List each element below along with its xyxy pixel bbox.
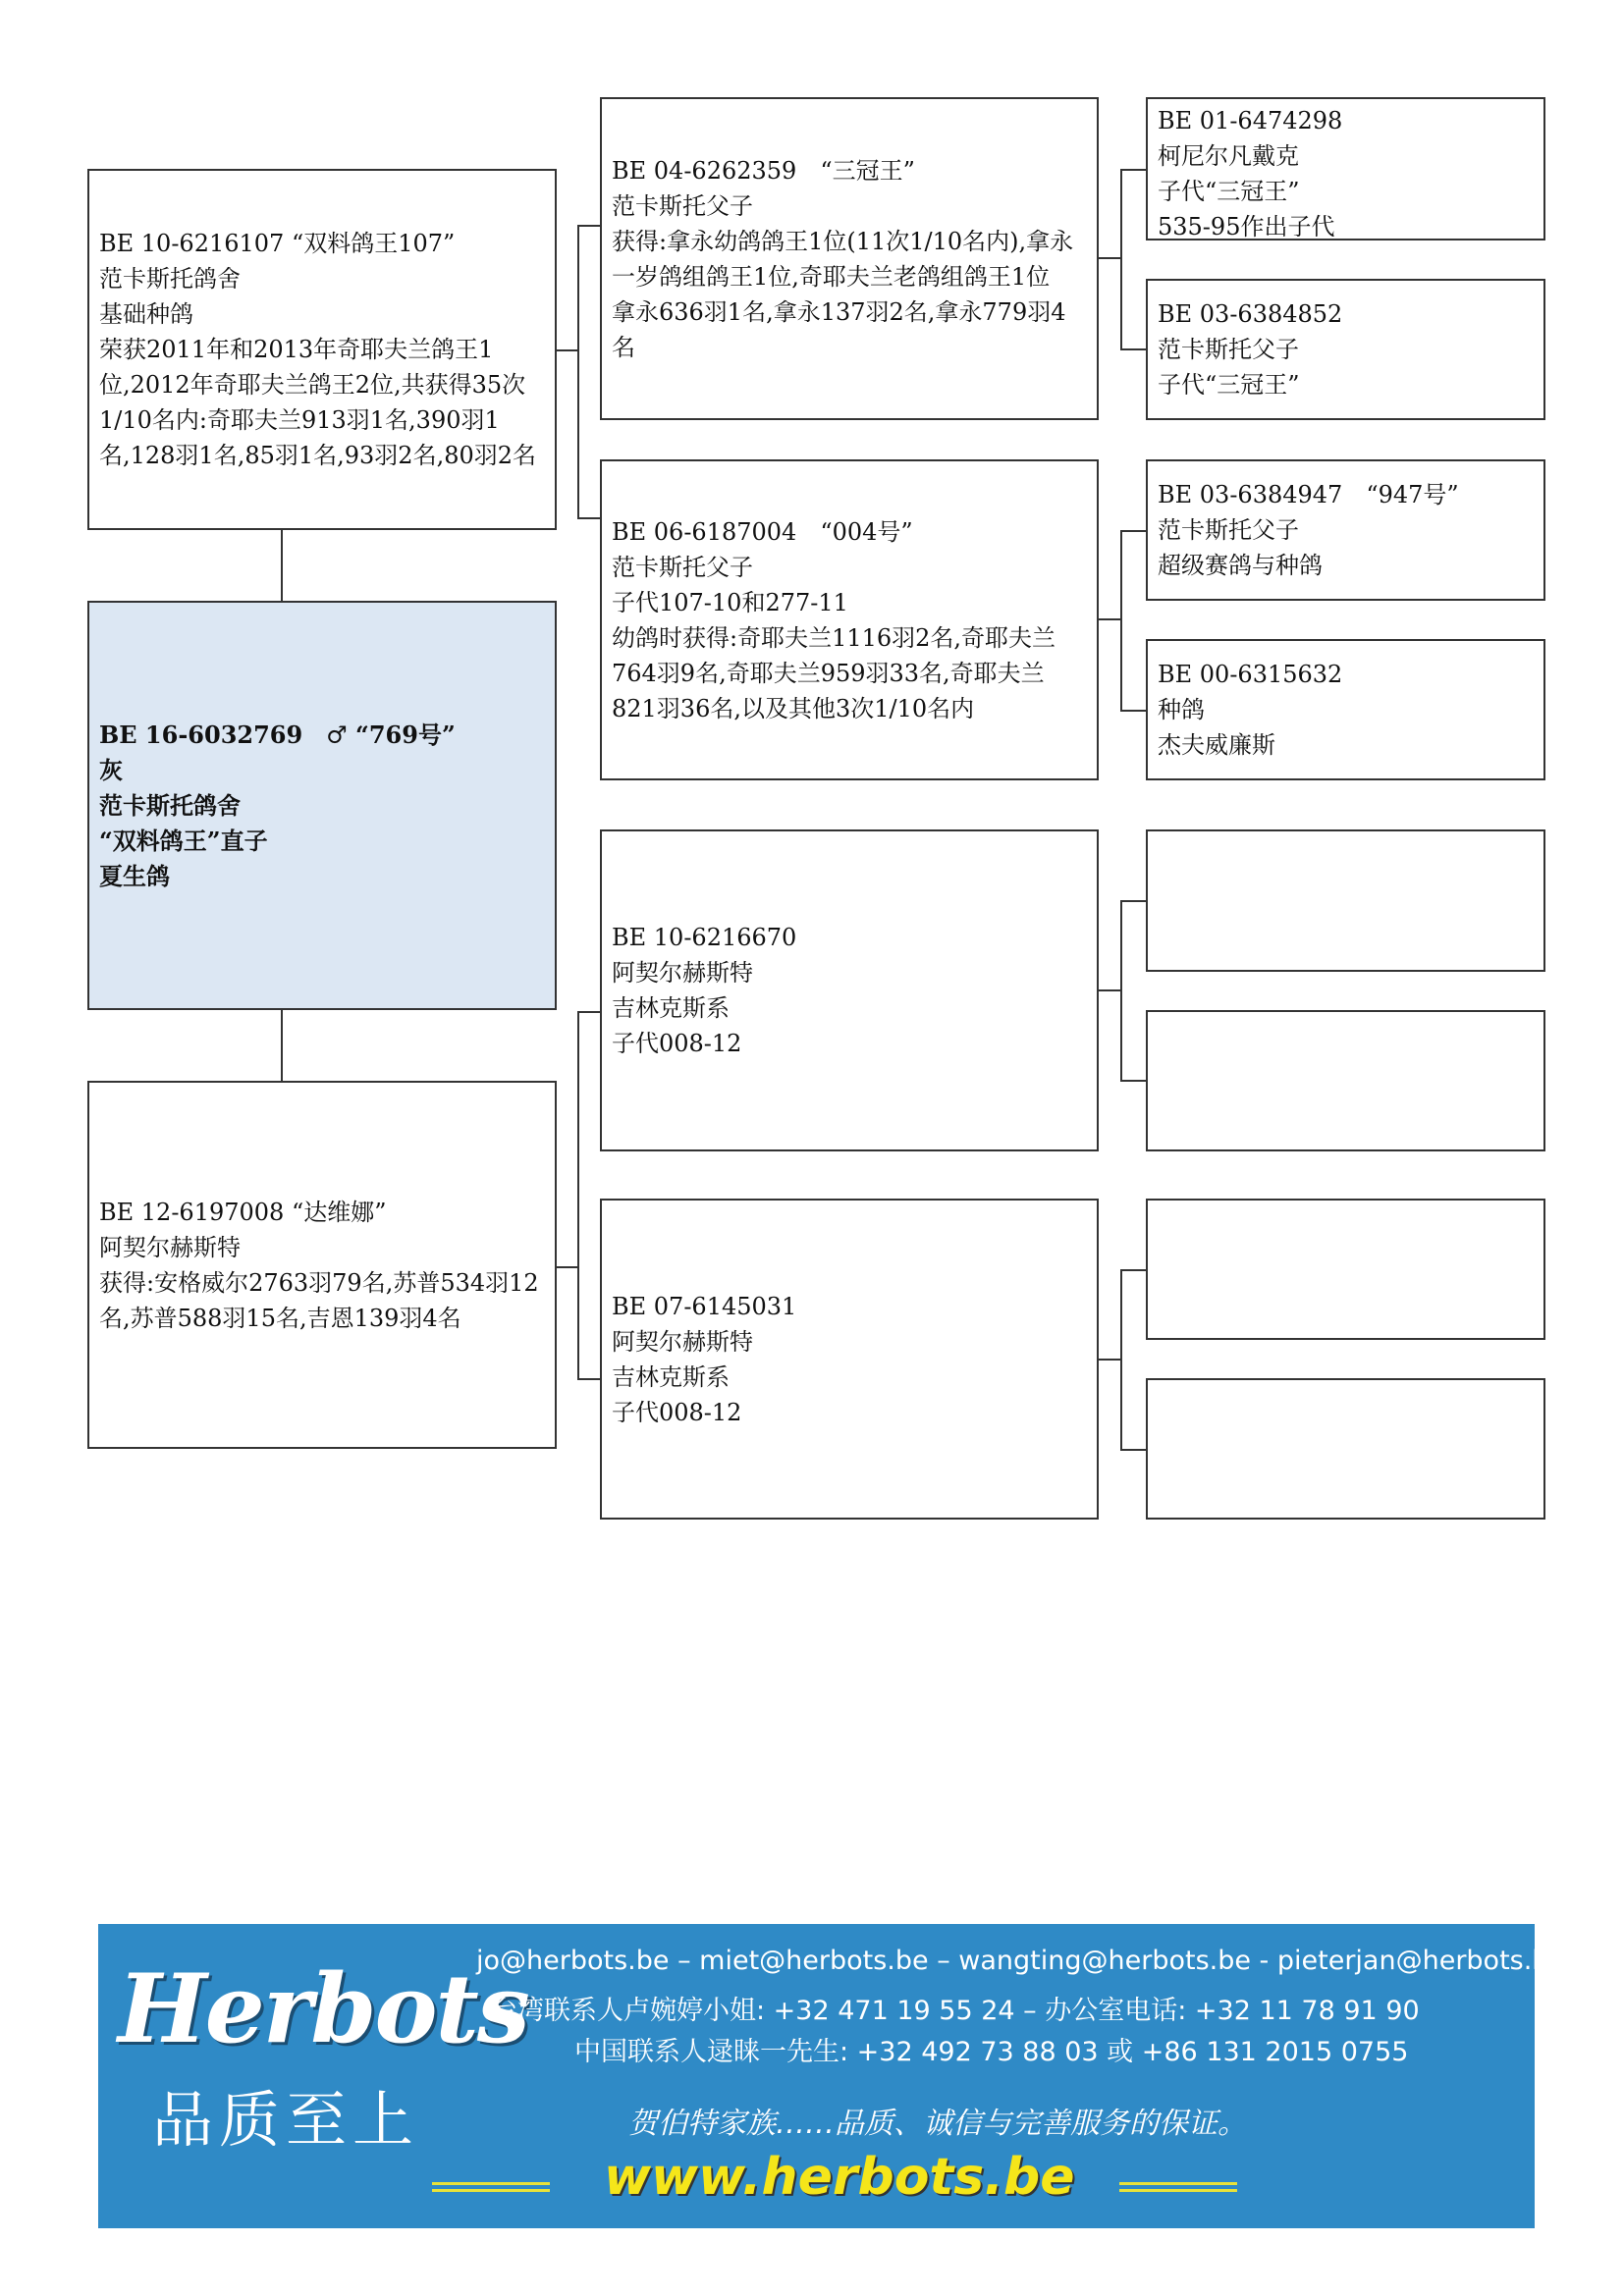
- ring-number: BE 10-6216670: [612, 924, 797, 951]
- connector: [1099, 618, 1121, 620]
- great-grandparent-box: [1146, 459, 1545, 601]
- contact-emails[interactable]: jo@herbots.be – miet@herbots.be – wangting@herbots.be - pieterjan@herbots.be: [476, 1946, 1566, 1976]
- granddam-maternal-box: [600, 1199, 1099, 1520]
- results: 获得:安格威尔2763羽79名,苏普534羽12名,苏普588羽15名,吉恩139羽4名: [99, 1268, 539, 1332]
- connector: [1120, 169, 1146, 171]
- connector: [577, 225, 600, 227]
- decorative-lines: [1119, 2182, 1237, 2192]
- ring-number: BE 10-6216107 “双料鸽王107”: [99, 230, 456, 257]
- ring-number: BE 06-6187004 “004号”: [612, 517, 913, 546]
- connector: [1120, 530, 1122, 711]
- line: 吉林克斯系: [612, 994, 730, 1022]
- connector: [1099, 257, 1121, 259]
- color: 灰: [99, 755, 123, 784]
- connector: [281, 1010, 283, 1081]
- connector: [1120, 900, 1146, 902]
- great-grandparent-box-empty: [1146, 829, 1545, 972]
- website-link[interactable]: www.herbots.be: [604, 2148, 1075, 2207]
- connector: [1099, 1359, 1121, 1361]
- breeder: 柯尼尔凡戴克: [1158, 142, 1299, 170]
- offspring: 子代008-12: [612, 1030, 742, 1057]
- connector: [1120, 1080, 1146, 1082]
- decorative-lines: [432, 2182, 550, 2192]
- connector: [281, 530, 283, 601]
- slogan: 品质至上: [152, 2084, 420, 2156]
- results: 拿永636羽1名,拿永137羽2名,拿永779羽4名: [612, 297, 1066, 361]
- offspring: 子代“三冠王”: [1158, 178, 1300, 205]
- china-contact: 中国联系人逯睐一先生: +32 492 73 88 03 或 +86 131 2015 0755: [574, 2037, 1409, 2067]
- ring-number: BE 03-6384947 “947号”: [1158, 481, 1459, 508]
- connector: [577, 225, 579, 519]
- great-grandparent-box: [1146, 639, 1545, 780]
- breeder: 范卡斯托鸽舍: [99, 790, 241, 820]
- connector: [1120, 530, 1146, 532]
- great-grandparent-box-empty: [1146, 1199, 1545, 1340]
- breeder: 范卡斯托鸽舍: [99, 265, 241, 293]
- connector: [577, 1378, 600, 1380]
- ring-number: BE 00-6315632: [1158, 661, 1343, 688]
- breeder: 杰夫威廉斯: [1158, 731, 1275, 759]
- footer-banner: [98, 1924, 1566, 2228]
- connector: [577, 1011, 600, 1013]
- connector: [1120, 710, 1146, 712]
- motto: 贺伯特家族……品质、诚信与完善服务的保证。: [628, 2107, 1247, 2141]
- offspring: 子代008-12: [612, 1398, 742, 1426]
- ring-number: BE 04-6262359 “三冠王”: [612, 156, 915, 185]
- note: 夏生鸽: [99, 861, 170, 890]
- subject-box: [87, 601, 557, 1010]
- connector: [1120, 169, 1122, 349]
- breeder: 范卡斯托父子: [1158, 336, 1299, 363]
- offspring: 子代107-10和277-11: [612, 588, 848, 616]
- results: 荣获2011年和2013年奇耶夫兰鸽王1位,2012年奇耶夫兰鸽王2位,共获得35次1/10名内:奇耶夫兰913羽1名,390羽1名,128羽1名,85羽1名,93羽2名,80羽2名: [99, 336, 537, 469]
- great-grandparent-box: [1146, 279, 1545, 420]
- note: 基础种鸽: [99, 300, 193, 328]
- great-grandparent-box-empty: [1146, 1378, 1545, 1520]
- line: 吉林克斯系: [612, 1362, 730, 1391]
- ring-number: BE 07-6145031: [612, 1292, 797, 1320]
- parentage: “双料鸽王”直子: [99, 826, 268, 855]
- granddam-paternal-box: [600, 459, 1099, 780]
- note: 种鸽: [1158, 696, 1205, 723]
- note: 535-95作出子代: [1158, 213, 1335, 240]
- connector: [577, 517, 600, 519]
- ring-number: BE 01-6474298: [1158, 107, 1343, 134]
- breeder: 范卡斯托父子: [1158, 516, 1299, 544]
- herbots-logo: Herbots: [118, 1953, 528, 2064]
- great-grandparent-box-empty: [1146, 1010, 1545, 1151]
- dam-box: [87, 1081, 557, 1449]
- great-grandparent-box: [1146, 97, 1545, 240]
- breeder: 范卡斯托父子: [612, 191, 753, 220]
- ring-number: BE 03-6384852: [1158, 300, 1343, 328]
- ring-number: BE 16-6032769 ♂ “769号”: [99, 720, 456, 749]
- ring-number: BE 12-6197008 “达维娜”: [99, 1198, 387, 1226]
- connector: [1120, 1449, 1146, 1451]
- results: 获得:拿永幼鸽鸽王1位(11次1/10名内),拿永一岁鸽组鸽王1位,奇耶夫兰老鸽组鸽王1位: [612, 227, 1074, 291]
- breeder: 阿契尔赫斯特: [99, 1233, 241, 1261]
- connector: [1120, 1269, 1146, 1271]
- breeder: 阿契尔赫斯特: [612, 1327, 753, 1356]
- connector: [1120, 1269, 1122, 1450]
- connector: [1099, 989, 1121, 991]
- breeder: 阿契尔赫斯特: [612, 959, 753, 987]
- connector: [1120, 348, 1146, 350]
- connector: [557, 1266, 578, 1268]
- taiwan-contact: 台湾联系人卢婉婷小姐: +32 471 19 55 24 – 办公室电话: +32 11 78 91 90: [491, 1996, 1420, 2026]
- grandsire-paternal-box: [600, 97, 1099, 420]
- connector: [557, 349, 578, 351]
- connector: [1120, 900, 1122, 1081]
- connector: [577, 1011, 579, 1379]
- grandsire-maternal-box: [600, 829, 1099, 1151]
- note: 超级赛鸽与种鸽: [1158, 552, 1323, 579]
- sire-box: [87, 169, 557, 530]
- offspring: 子代“三冠王”: [1158, 371, 1300, 399]
- results: 幼鸽时获得:奇耶夫兰1116羽2名,奇耶夫兰764羽9名,奇耶夫兰959羽33名,奇耶夫兰821羽36名,以及其他3次1/10名内: [612, 623, 1056, 722]
- breeder: 范卡斯托父子: [612, 553, 753, 581]
